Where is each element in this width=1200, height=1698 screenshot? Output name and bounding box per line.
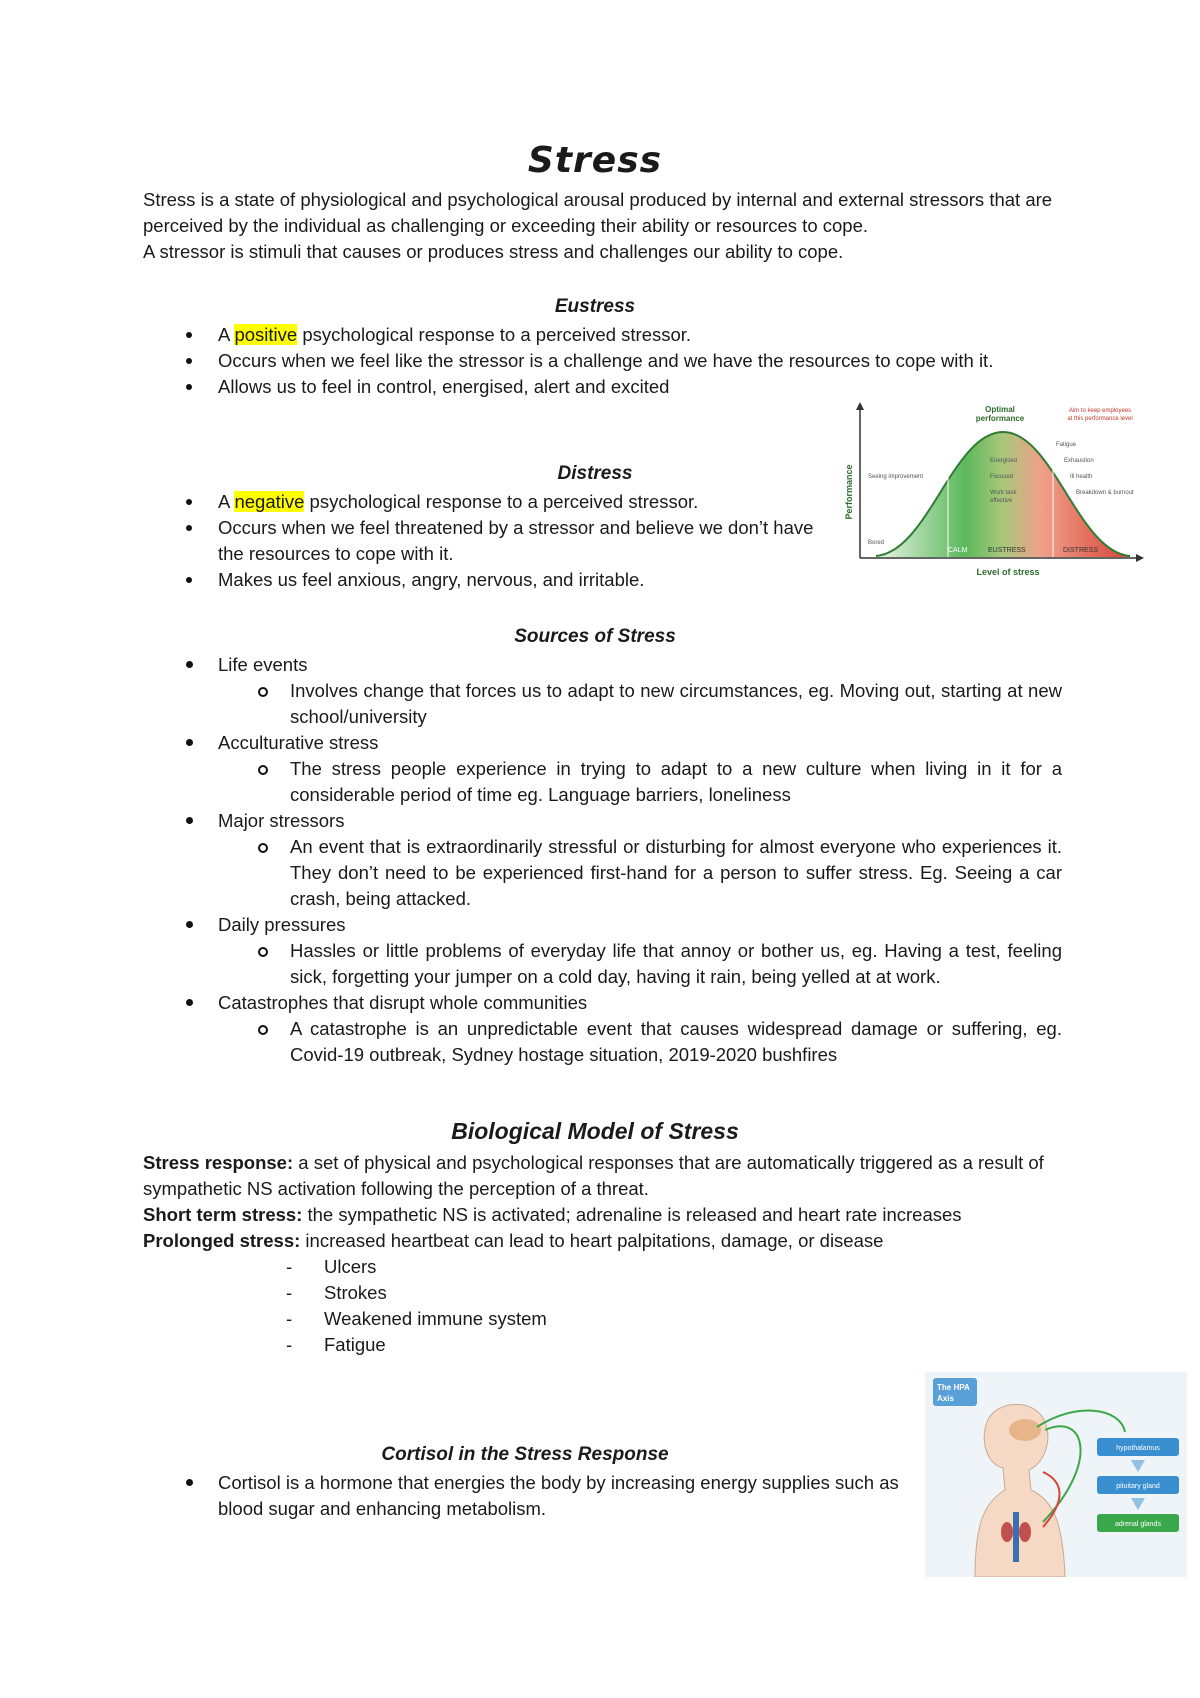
energised-label: Energised <box>990 458 1018 464</box>
list-item: - Ulcers <box>286 1254 547 1280</box>
y-axis-label: Performance <box>844 464 854 520</box>
distress-heading: Distress <box>557 463 633 484</box>
exhaustion-label: Exhaustion <box>1064 458 1094 464</box>
sub-list-item: An event that is extraordinarily stressful or disturbing for almost everyone who experiences it. They don’t need to be experienced first-hand for a person to suffer stress. Eg. Seeing a car crash, being attacked. <box>258 834 1062 912</box>
bored-label: Bored <box>868 540 885 546</box>
list-item: Occurs when we feel threatened by a stressor and believe we don’t have the resources to cope with it. <box>186 515 826 567</box>
stress-performance-curve-figure <box>838 402 1148 585</box>
list-item: Life events Involves change that forces us to adapt to new circumstances, eg. Moving out, starting at new school/university <box>186 652 1062 730</box>
sub-list-item: Hassles or little problems of everyday life that annoy or bother us, eg. Having a test, feeling sick, forgetting your jumper on a cold day, having it rain, being yelled at at work. <box>258 938 1062 990</box>
zone-eustress-label: EUSTRESS <box>988 547 1026 554</box>
stressor-definition: A stressor is stimuli that causes or produces stress and challenges our ability to cope. <box>143 241 844 262</box>
eustress-list <box>186 322 1062 400</box>
eustress-heading: Eustress <box>554 296 636 317</box>
list-item: Allows us to feel in control, energised, alert and excited <box>186 374 1062 400</box>
fatigue-label: Fatigue <box>1056 442 1077 448</box>
cortisol-list <box>186 1470 906 1522</box>
list-item: Major stressors An event that is extraordinarily stressful or disturbing for almost everyone who experiences it. They don’t need to be experienced first-hand for a person to suffer stress. Eg. Seeing a car crash, being attacked. <box>186 808 1062 912</box>
focused-label: Focused <box>990 474 1014 480</box>
blood-vessel-icon <box>1013 1512 1019 1562</box>
work-effective-label: effective <box>990 498 1013 504</box>
highlighted-word: negative <box>234 491 305 512</box>
kidney-icon-2 <box>1019 1522 1031 1542</box>
page-title: Stress <box>527 140 663 181</box>
sources-list <box>186 652 1062 1068</box>
pituitary-label: pituitary gland <box>1116 1483 1160 1490</box>
short-term-definition: Short term stress: the sympathetic NS is activated; adrenaline is released and heart rate increases <box>143 1204 962 1225</box>
intro-definition: Stress is a state of physiological and psychological arousal produced by internal and external stressors that are perceived by the individual as challenging or exceeding their ability or resources to cope. <box>143 189 1053 236</box>
bio-definitions <box>143 1150 1063 1254</box>
peak-label-2: performance <box>975 414 1025 423</box>
hypothalamus-label: hypothalamus <box>1116 1445 1160 1452</box>
breakdown-label: Breakdown & burnout <box>1076 490 1134 496</box>
list-item: Daily pressures Hassles or little problems of everyday life that annoy or bother us, eg. Having a test, feeling sick, forgetting your jumper on a cold day, having it rain, being yelled at at work. <box>186 912 1062 990</box>
hpa-title-2: Axis <box>937 1394 954 1403</box>
sub-list-item: A catastrophe is an unpredictable event that causes widespread damage or suffering, eg. Covid-19 outbreak, Sydney hostage situation, 2019-2020 bushfires <box>258 1016 1062 1068</box>
intro <box>143 187 1063 265</box>
cortisol-heading: Cortisol in the Stress Response <box>381 1444 669 1465</box>
sub-list-item: Involves change that forces us to adapt to new circumstances, eg. Moving out, starting at new school/university <box>258 678 1062 730</box>
list-item: Cortisol is a hormone that energies the body by increasing energy supplies such as blood sugar and enhancing metabolism. <box>186 1470 906 1522</box>
list-item: - Fatigue <box>286 1332 547 1358</box>
list-item: Occurs when we feel like the stressor is a challenge and we have the resources to cope with it. <box>186 348 1062 374</box>
sources-heading: Sources of Stress <box>514 626 676 647</box>
distress-list <box>186 489 826 593</box>
list-item: A positive psychological response to a perceived stressor. <box>186 322 1062 348</box>
hpa-title: The HPA <box>937 1383 970 1392</box>
ill-health-label: Ill health <box>1070 474 1093 480</box>
work-task-label: Work task <box>990 490 1017 496</box>
seeing-improvement-label: Seeing improvement <box>868 474 924 480</box>
x-axis-label: Level of stress <box>976 567 1040 577</box>
list-item: Acculturative stress The stress people experience in trying to adapt to a new culture when living in it for a considerable period of time eg. Language barriers, loneliness <box>186 730 1062 808</box>
list-item: Makes us feel anxious, angry, nervous, and irritable. <box>186 567 826 593</box>
adrenal-label: adrenal glands <box>1115 1521 1161 1528</box>
sub-list-item: The stress people experience in trying to adapt to a new culture when living in it for a considerable period of time eg. Language barriers, loneliness <box>258 756 1062 808</box>
stress-response-definition: Stress response: a set of physical and psychological responses that are automatically triggered as a result of sympathetic NS activation following the perception of a threat. <box>143 1152 1044 1199</box>
prolonged-definition: Prolonged stress: increased heartbeat can lead to heart palpitations, damage, or disease <box>143 1230 884 1251</box>
list-item: A negative psychological response to a perceived stressor. <box>186 489 826 515</box>
zone-calm-label: CALM <box>948 547 968 554</box>
hpa-axis-figure <box>925 1372 1187 1577</box>
aim-note: Aim to keep employees <box>1068 408 1132 414</box>
brain-icon <box>1009 1419 1041 1441</box>
zone-distress-label: DISTRESS <box>1063 547 1099 554</box>
list-item: - Weakened immune system <box>286 1306 547 1332</box>
effects-list <box>286 1254 547 1358</box>
kidney-icon <box>1001 1522 1013 1542</box>
list-item: Catastrophes that disrupt whole communities A catastrophe is an unpredictable event that causes widespread damage or suffering, eg. Covid-19 outbreak, Sydney hostage situation, 2019-2020 bushfires <box>186 990 1062 1068</box>
aim-note-2: at this performance level <box>1067 416 1133 422</box>
list-item: - Strokes <box>286 1280 547 1306</box>
highlighted-word: positive <box>234 324 298 345</box>
bio-heading: Biological Model of Stress <box>451 1118 739 1144</box>
peak-label: Optimal <box>985 405 1015 414</box>
